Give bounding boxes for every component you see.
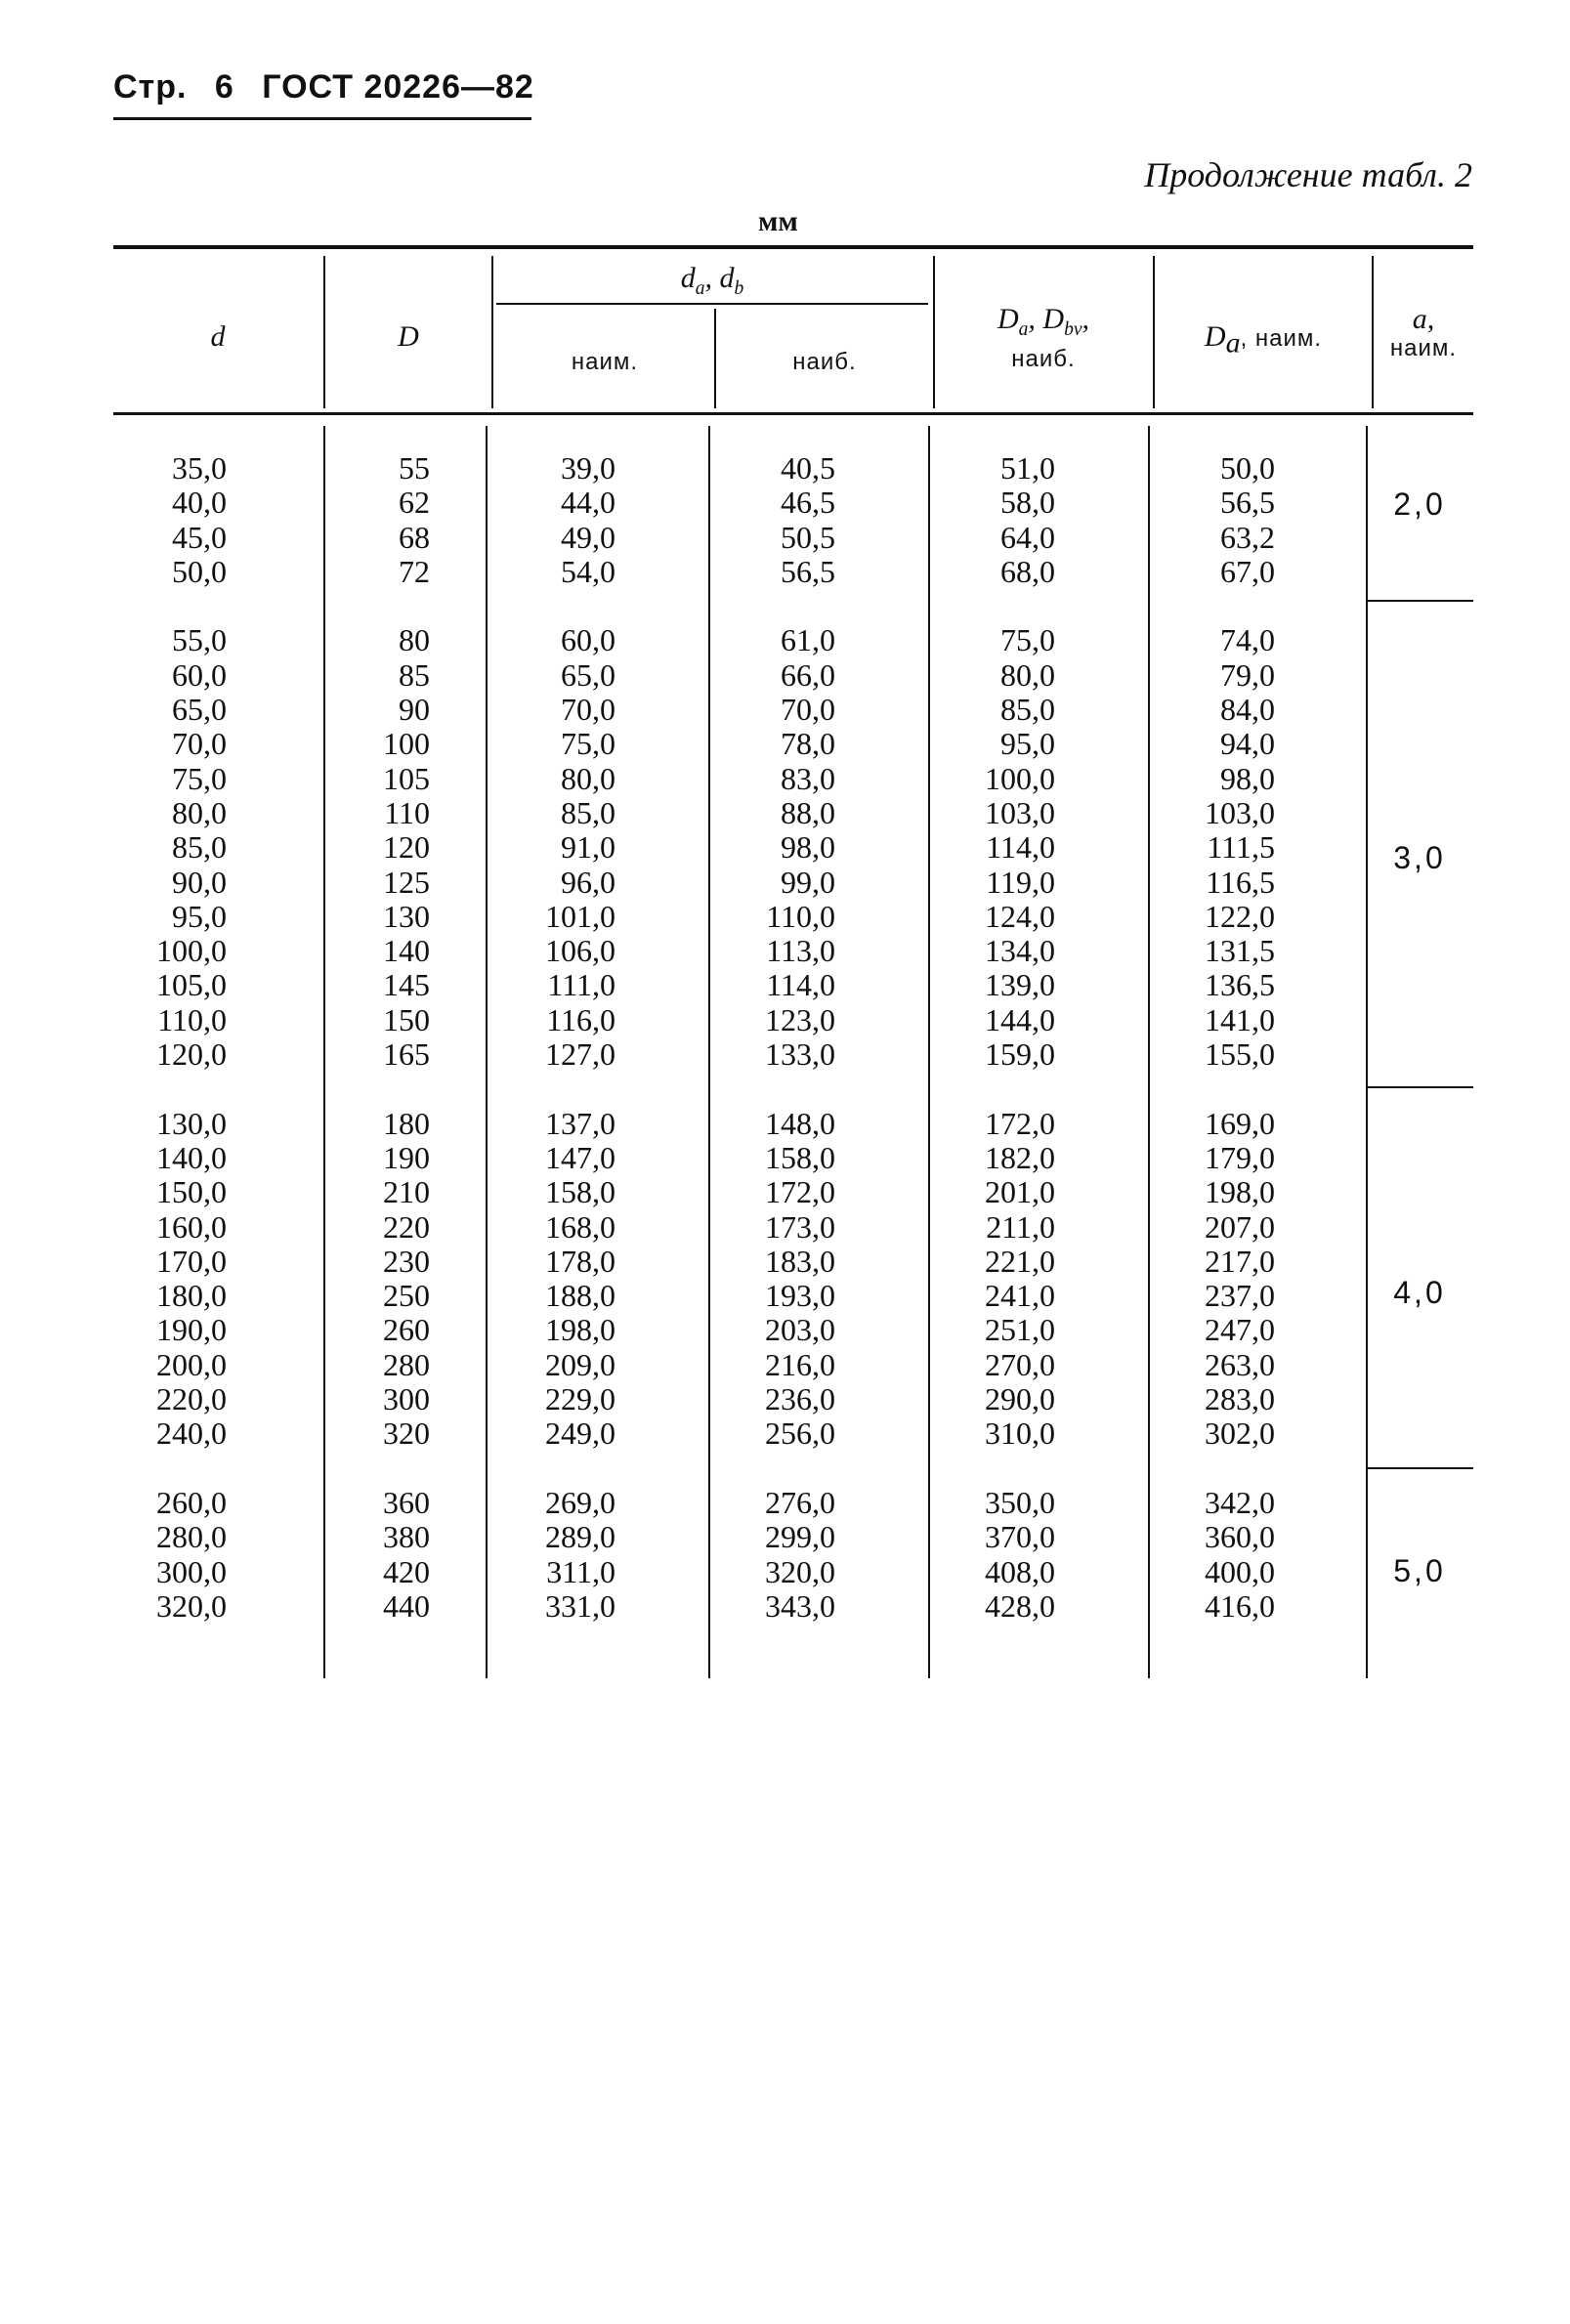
table-cell: 60,0 bbox=[172, 656, 227, 693]
table-cell: 110,0 bbox=[766, 898, 835, 934]
table-cell: 260,0 bbox=[156, 1484, 227, 1520]
table-cell: 46,5 bbox=[781, 485, 835, 521]
table-cell: 270,0 bbox=[985, 1346, 1055, 1382]
group-gap bbox=[332, 1452, 430, 1486]
table-cell: 80,0 bbox=[172, 794, 227, 830]
table-top-rule bbox=[113, 245, 1473, 249]
group-gap bbox=[938, 1452, 1055, 1486]
table-cell: 95,0 bbox=[172, 898, 227, 934]
table-cell: 320 bbox=[383, 1416, 430, 1452]
table-cell: 85 bbox=[399, 656, 430, 693]
table-cell: 55,0 bbox=[172, 622, 227, 658]
table-cell: 203,0 bbox=[765, 1312, 835, 1348]
table-cell: 211,0 bbox=[986, 1208, 1055, 1245]
table-cell: 90 bbox=[399, 692, 430, 728]
group-gap bbox=[498, 1452, 615, 1486]
table-cell: 408,0 bbox=[985, 1553, 1055, 1589]
group-gap bbox=[332, 1072, 430, 1106]
table-cell: 237,0 bbox=[1205, 1278, 1275, 1314]
header-rule bbox=[113, 117, 531, 120]
table-cell: 62 bbox=[399, 485, 430, 521]
table-cell: 120 bbox=[383, 829, 430, 866]
table-cell: 55 bbox=[399, 450, 430, 486]
table-cell: 98,0 bbox=[1220, 760, 1275, 796]
header-da-db: $d_a$, $d_b$ bbox=[680, 262, 744, 299]
table-cell: 179,0 bbox=[1205, 1139, 1275, 1175]
table-cell: 144,0 bbox=[985, 1001, 1055, 1037]
table-cell: 241,0 bbox=[985, 1278, 1055, 1314]
table-cell: 210 bbox=[383, 1174, 430, 1210]
table-cell: 160,0 bbox=[156, 1208, 227, 1245]
table-cell: 65,0 bbox=[561, 656, 615, 693]
group-gap bbox=[938, 589, 1055, 623]
table-cell: 111,5 bbox=[1207, 829, 1275, 866]
table-cell: 133,0 bbox=[765, 1036, 835, 1073]
table-cell: 229,0 bbox=[545, 1381, 615, 1417]
table-cell: 75,0 bbox=[561, 726, 615, 762]
table-cell: 180 bbox=[383, 1105, 430, 1141]
body-sep-1 bbox=[323, 426, 325, 1678]
table-cell: 139,0 bbox=[985, 967, 1055, 1003]
table-cell: 150 bbox=[383, 1001, 430, 1037]
group-gap bbox=[938, 1072, 1055, 1106]
table-cell: 247,0 bbox=[1205, 1312, 1275, 1348]
table-cell: 170,0 bbox=[156, 1243, 227, 1279]
table-cell: 159,0 bbox=[985, 1036, 1055, 1073]
table-cell: 100,0 bbox=[985, 760, 1055, 796]
a-group-rule-3 bbox=[1368, 1467, 1473, 1469]
table-cell: 300 bbox=[383, 1381, 430, 1417]
table-cell: 35,0 bbox=[172, 450, 227, 486]
table-cell: 290,0 bbox=[985, 1381, 1055, 1417]
table-cell: 428,0 bbox=[985, 1587, 1055, 1624]
table-cell: 136,5 bbox=[1205, 967, 1275, 1003]
table-cell: 193,0 bbox=[765, 1278, 835, 1314]
page-label: Стр. bbox=[113, 68, 188, 106]
table-cell: 75,0 bbox=[172, 760, 227, 796]
table-cell: 111,0 bbox=[547, 967, 615, 1003]
table-cell: 310,0 bbox=[985, 1416, 1055, 1452]
table-cell: 150,0 bbox=[156, 1174, 227, 1210]
table-cell: 105 bbox=[383, 760, 430, 796]
table-cell: 64,0 bbox=[1000, 519, 1055, 555]
table-cell: 70,0 bbox=[172, 726, 227, 762]
table-cell: 122,0 bbox=[1205, 898, 1275, 934]
table-cell: 114,0 bbox=[986, 829, 1055, 866]
group-gap bbox=[1158, 1452, 1275, 1486]
table-cell: 180,0 bbox=[156, 1278, 227, 1314]
table-cell: 173,0 bbox=[765, 1208, 835, 1245]
table-cell: 90,0 bbox=[172, 864, 227, 900]
body-sep-2 bbox=[486, 426, 488, 1678]
table-cell: 220,0 bbox=[156, 1381, 227, 1417]
table-cell: 130 bbox=[383, 898, 430, 934]
body-sep-4 bbox=[928, 426, 930, 1678]
table-cell: 78,0 bbox=[781, 726, 835, 762]
table-cell: 360,0 bbox=[1205, 1519, 1275, 1555]
table-cell: 141,0 bbox=[1205, 1001, 1275, 1037]
group-gap bbox=[718, 1072, 835, 1106]
table-cell: 79,0 bbox=[1220, 656, 1275, 693]
table-cell: 209,0 bbox=[545, 1346, 615, 1382]
table-cell: 103,0 bbox=[1205, 794, 1275, 830]
table-cell: 68,0 bbox=[1000, 553, 1055, 589]
table-cell: 420 bbox=[383, 1553, 430, 1589]
table-cell: 74,0 bbox=[1220, 622, 1275, 658]
table-cell: 168,0 bbox=[545, 1208, 615, 1245]
table-cell: 106,0 bbox=[545, 933, 615, 969]
table-cell: 400,0 bbox=[1205, 1553, 1275, 1589]
table-cell: 60,0 bbox=[561, 622, 615, 658]
table-cell: 221,0 bbox=[985, 1243, 1055, 1279]
table-cell: 155,0 bbox=[1205, 1036, 1275, 1073]
table-cell: 49,0 bbox=[561, 519, 615, 555]
table-cell: 91,0 bbox=[561, 829, 615, 866]
table-cell: 85,0 bbox=[1000, 692, 1055, 728]
table-cell: 95,0 bbox=[1000, 726, 1055, 762]
table-cell: 50,5 bbox=[781, 519, 835, 555]
column-Da-min bbox=[1158, 451, 1275, 1624]
group-gap bbox=[117, 1452, 227, 1486]
table-cell: 67,0 bbox=[1220, 553, 1275, 589]
table-cell: 263,0 bbox=[1205, 1346, 1275, 1382]
table-cell: 56,5 bbox=[1220, 485, 1275, 521]
group-gap bbox=[498, 589, 615, 623]
table-cell: 124,0 bbox=[985, 898, 1055, 934]
table-cell: 50,0 bbox=[172, 553, 227, 589]
table-cell: 311,0 bbox=[546, 1553, 615, 1589]
a-min-group-3: 4,0 bbox=[1393, 1275, 1446, 1310]
table-cell: 300,0 bbox=[156, 1553, 227, 1589]
table-cell: 260 bbox=[383, 1312, 430, 1348]
table-cell: 116,0 bbox=[546, 1001, 615, 1037]
table-cell: 137,0 bbox=[545, 1105, 615, 1141]
table-cell: 200,0 bbox=[156, 1346, 227, 1382]
table-cell: 131,5 bbox=[1205, 933, 1275, 969]
table-cell: 80,0 bbox=[561, 760, 615, 796]
table-cell: 299,0 bbox=[765, 1519, 835, 1555]
header-a-min: a, наим. bbox=[1389, 303, 1458, 361]
table-cell: 80,0 bbox=[1000, 656, 1055, 693]
table-cell: 165 bbox=[383, 1036, 430, 1073]
table-cell: 110,0 bbox=[157, 1001, 227, 1037]
body-sep-5 bbox=[1148, 426, 1150, 1678]
table-cell: 80 bbox=[399, 622, 430, 658]
column-Da-Dbv-max bbox=[938, 451, 1055, 1624]
table-cell: 370,0 bbox=[985, 1519, 1055, 1555]
table-cell: 220 bbox=[383, 1208, 430, 1245]
table-cell: 99,0 bbox=[781, 864, 835, 900]
unit-label: мм bbox=[758, 205, 798, 237]
table-cell: 198,0 bbox=[1205, 1174, 1275, 1210]
table-cell: 302,0 bbox=[1205, 1416, 1275, 1452]
table-cell: 50,0 bbox=[1220, 450, 1275, 486]
table-cell: 105,0 bbox=[156, 967, 227, 1003]
table-cell: 178,0 bbox=[545, 1243, 615, 1279]
table-cell: 342,0 bbox=[1205, 1484, 1275, 1520]
table-cell: 201,0 bbox=[985, 1174, 1055, 1210]
table-cell: 44,0 bbox=[561, 485, 615, 521]
table-cell: 256,0 bbox=[765, 1416, 835, 1452]
table-cell: 134,0 bbox=[985, 933, 1055, 969]
table-cell: 350,0 bbox=[985, 1484, 1055, 1520]
table-cell: 58,0 bbox=[1000, 485, 1055, 521]
table-cell: 320,0 bbox=[156, 1587, 227, 1624]
table-cell: 40,0 bbox=[172, 485, 227, 521]
table-cell: 190,0 bbox=[156, 1312, 227, 1348]
column-da-min bbox=[498, 451, 615, 1624]
table-cell: 116,5 bbox=[1206, 864, 1275, 900]
table-cell: 331,0 bbox=[545, 1587, 615, 1624]
table-cell: 130,0 bbox=[156, 1105, 227, 1141]
a-min-group-2: 3,0 bbox=[1393, 840, 1446, 875]
table-cell: 120,0 bbox=[156, 1036, 227, 1073]
group-gap bbox=[117, 1072, 227, 1106]
table-cell: 125 bbox=[383, 864, 430, 900]
group-gap bbox=[117, 589, 227, 623]
table-cell: 85,0 bbox=[561, 794, 615, 830]
table-cell: 207,0 bbox=[1205, 1208, 1275, 1245]
table-cell: 216,0 bbox=[765, 1346, 835, 1382]
table-cell: 416,0 bbox=[1205, 1587, 1275, 1624]
a-min-group-4: 5,0 bbox=[1393, 1553, 1446, 1588]
table-cell: 320,0 bbox=[765, 1553, 835, 1589]
table-cell: 101,0 bbox=[545, 898, 615, 934]
table-cell: 39,0 bbox=[561, 450, 615, 486]
table-cell: 110 bbox=[384, 794, 430, 830]
body-sep-6 bbox=[1366, 426, 1368, 1678]
group-gap bbox=[498, 1072, 615, 1106]
table-cell: 63,2 bbox=[1220, 519, 1275, 555]
body-sep-3 bbox=[708, 426, 710, 1678]
table-cell: 249,0 bbox=[545, 1416, 615, 1452]
table-cell: 280,0 bbox=[156, 1519, 227, 1555]
table-cell: 84,0 bbox=[1220, 692, 1275, 728]
table-cell: 83,0 bbox=[781, 760, 835, 796]
table-cell: 145 bbox=[383, 967, 430, 1003]
header-max: наиб. bbox=[792, 349, 857, 375]
table-cell: 158,0 bbox=[765, 1139, 835, 1175]
table-cell: 51,0 bbox=[1000, 450, 1055, 486]
table-cell: 119,0 bbox=[986, 864, 1055, 900]
table-cell: 440 bbox=[383, 1587, 430, 1624]
table-cell: 68 bbox=[399, 519, 430, 555]
table-cell: 45,0 bbox=[172, 519, 227, 555]
table-cell: 148,0 bbox=[765, 1105, 835, 1141]
table-cell: 123,0 bbox=[765, 1001, 835, 1037]
table-cell: 283,0 bbox=[1205, 1381, 1275, 1417]
table-cell: 94,0 bbox=[1220, 726, 1275, 762]
table-cell: 54,0 bbox=[561, 553, 615, 589]
table-cell: 61,0 bbox=[781, 622, 835, 658]
table-cell: 360 bbox=[383, 1484, 430, 1520]
group-gap bbox=[1158, 1072, 1275, 1106]
table-cell: 127,0 bbox=[545, 1036, 615, 1073]
table-cell: 190 bbox=[383, 1139, 430, 1175]
group-gap bbox=[718, 1452, 835, 1486]
table-cell: 182,0 bbox=[985, 1139, 1055, 1175]
table-cell: 85,0 bbox=[172, 829, 227, 866]
table-cell: 140 bbox=[383, 933, 430, 969]
table-cell: 72 bbox=[399, 553, 430, 589]
table-cell: 147,0 bbox=[545, 1139, 615, 1175]
table-cell: 236,0 bbox=[765, 1381, 835, 1417]
table-cell: 380 bbox=[383, 1519, 430, 1555]
header-D: D bbox=[398, 320, 419, 353]
header-bottom-rule bbox=[113, 412, 1473, 415]
table-cell: 183,0 bbox=[765, 1243, 835, 1279]
page-number: 6 bbox=[214, 68, 234, 106]
table-cell: 230 bbox=[383, 1243, 430, 1279]
column-d bbox=[117, 451, 227, 1624]
table-cell: 88,0 bbox=[781, 794, 835, 830]
header-sep-2 bbox=[491, 256, 493, 408]
header-Da-Dbv: $D_a$, $D_{bv}$, наиб. bbox=[997, 303, 1089, 372]
table-cell: 280 bbox=[383, 1346, 430, 1382]
column-D bbox=[332, 451, 430, 1624]
a-group-rule-2 bbox=[1368, 1086, 1473, 1088]
page-header bbox=[113, 68, 552, 106]
header-d: d bbox=[210, 320, 226, 353]
table-cell: 217,0 bbox=[1205, 1243, 1275, 1279]
table-cell: 98,0 bbox=[781, 829, 835, 866]
a-group-rule-1 bbox=[1368, 600, 1473, 602]
table-cell: 251,0 bbox=[985, 1312, 1055, 1348]
table-cell: 40,5 bbox=[781, 450, 835, 486]
table-cell: 289,0 bbox=[545, 1519, 615, 1555]
table-cell: 276,0 bbox=[765, 1484, 835, 1520]
table-cell: 269,0 bbox=[545, 1484, 615, 1520]
header-min: наим. bbox=[571, 349, 639, 375]
continuation-note: Продолжение табл. 2 bbox=[1144, 155, 1472, 194]
table-cell: 113,0 bbox=[766, 933, 835, 969]
table-cell: 250 bbox=[383, 1278, 430, 1314]
table-cell: 70,0 bbox=[781, 692, 835, 728]
table-cell: 75,0 bbox=[1000, 622, 1055, 658]
table-cell: 172,0 bbox=[985, 1105, 1055, 1141]
a-min-group-1: 2,0 bbox=[1393, 486, 1446, 522]
table-cell: 103,0 bbox=[985, 794, 1055, 830]
table-cell: 114,0 bbox=[766, 967, 835, 1003]
table-cell: 198,0 bbox=[545, 1312, 615, 1348]
table-cell: 100,0 bbox=[156, 933, 227, 969]
column-da-max bbox=[718, 451, 835, 1624]
table-cell: 343,0 bbox=[765, 1587, 835, 1624]
table-cell: 169,0 bbox=[1205, 1105, 1275, 1141]
group-gap bbox=[1158, 589, 1275, 623]
table-cell: 158,0 bbox=[545, 1174, 615, 1210]
group-gap bbox=[718, 589, 835, 623]
standard-number: ГОСТ 20226—82 bbox=[262, 68, 534, 106]
table-cell: 100 bbox=[383, 726, 430, 762]
table-cell: 240,0 bbox=[156, 1416, 227, 1452]
table-cell: 140,0 bbox=[156, 1139, 227, 1175]
table-cell: 172,0 bbox=[765, 1174, 835, 1210]
table-cell: 70,0 bbox=[561, 692, 615, 728]
table-cell: 188,0 bbox=[545, 1278, 615, 1314]
table-cell: 66,0 bbox=[781, 656, 835, 693]
table-cell: 96,0 bbox=[561, 864, 615, 900]
table-cell: 65,0 bbox=[172, 692, 227, 728]
table-cell: 56,5 bbox=[781, 553, 835, 589]
header-Da-min: $D_a$, наим. bbox=[1204, 320, 1323, 359]
group-gap bbox=[332, 589, 430, 623]
